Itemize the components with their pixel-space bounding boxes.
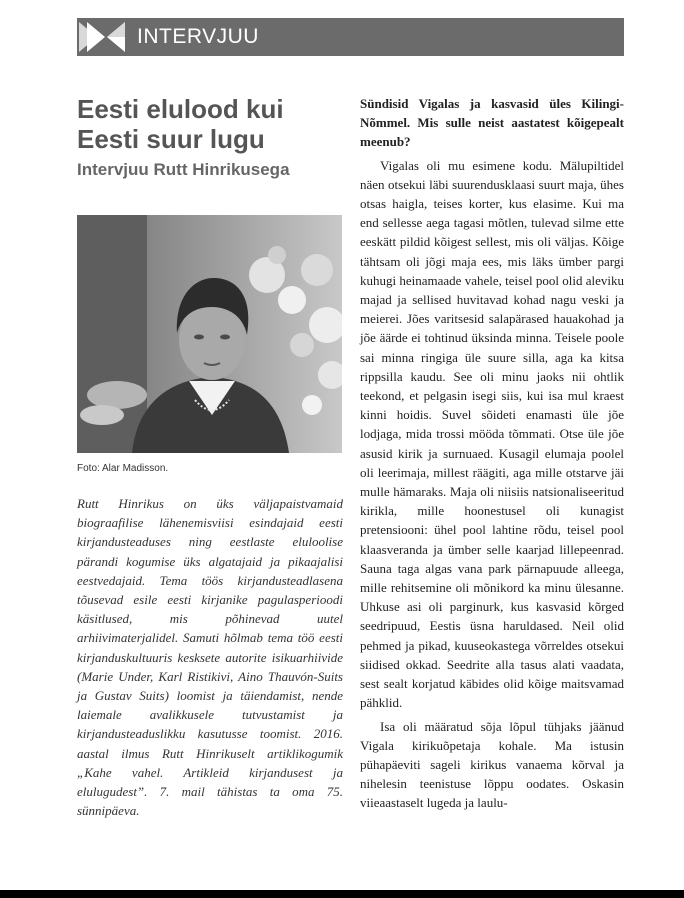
answer-paragraph: Isa oli määratud sõja lõpul tühjaks jäänud Vigala kirikuõpetaja kohale. Ma istusin pühapäeviti sageli kirikus vanaema kõrval ja nihelesin teenistuse lõppu oodates. Oskasin viieaastaselt lugeda ja laulu- bbox=[360, 718, 624, 811]
article-title: Eesti elulood kui Eesti suur lugu bbox=[77, 94, 284, 154]
magazine-logo-icon bbox=[77, 18, 127, 56]
article-subtitle: Intervjuu Rutt Hinrikusega bbox=[77, 160, 290, 179]
section-header-bar bbox=[77, 18, 624, 56]
answer-paragraph: Vigalas oli mu esimene kodu. Mälupiltidel näen otsekui läbi suurendusklaasi suurt maja, ühes otsas haigla, teises korter, kus elasime. Kui ma end sellesse aega tagasi mõtlen, tulevad silme ette eeskätt pildid kõigest sellest, mis oli väljas. Kõige tähtsam oli jõgi maja ees, mis läks ümber pargi kuhugi heinamaade vahele, teisel pool olid aleviku majad ja sellised huvitavad kohad nagu veski ja meierei. Jões varitsesid salapärased hauakohad ja jõe äärde ei tohtinud üksinda minna. Teisele poole sai minna ringiga üle suure silla, aga ka kitsa rippsilla kaudu. See oli minu jaoks nii ohtlik teekond, et pelgasin isegi siis, kui isa mul kraest kinni hoidis. Suvel sõideti enamasti üle jõe lodjaga, mida trossi mööda tõmmati. Otse üle jõe asusid kirik ja surnuaed. Kusagil elumaja poolel oli leerimaja, millest räägiti, aga mille otstarve jäi mulle hämaraks. Maja oli niisiis natsionaliseeritud kirikla, mille hoonestusel oli kunagist pretensiooni: ühel pool lahtine rõdu, teisel pool klaasveranda ja ümber selle kaarjad lillepeenrad. Sauna taga algas vana park pärnapuude alleega, mille rehitsemine oli mõnikord ka minu ülesanne. Uhkuse asi oli parginurk, kus kasvasid kõrged seedripuud, Eestis üsna haruldased. Neil olid pehmed ja pikad, kuuseokastega võrreldes otsekui siidised okkad. Seedrite alla tasus alati vaadata, sest sealt korjatud käbides olid kõige maitsvamad pähklid. bbox=[360, 157, 624, 711]
photo-caption: Foto: Alar Madisson. bbox=[77, 463, 169, 474]
article-lead: Rutt Hinrikus on üks väljapaistvamaid biograafilise lähenemisviisi esindajaid eesti kirjandusteaduses ning eestlaste eluloolise pärandi kogumise üks algatajaid ja pikaajalisi eestvedajaid. Tema töös kirjandusteadlasena tõusevad esile eesti kirjanike pagulasperioodi käsitlused, mis põhinevad uutel arhiivimaterjalidel. Samuti hõlmab tema töö eesti kirjanduskultuuris kesksete autorite isikuarhiivide (Marie Under, Karl Ristikivi, Aino Thauvón-Suits ja Gustav Suits) loomist ja täiendamist, nende laiemale avalikkusele tutvustamist ja kirjandusteaduslikku kasutusse toomist. 2016. aastal ilmus Rutt Hinrikuselt artiklikogumik „Kahe vahel. Artikleid kirjandusest ja elulugudest”. 7. mail tähistas ta oma 75. sünnipäeva. bbox=[77, 496, 343, 819]
portrait-illustration bbox=[77, 215, 342, 453]
page-bottom-rule bbox=[0, 890, 684, 898]
interview-question: Sündisid Vigalas ja kasvasid üles Kilingi-Nõmmel. Mis sulle neist aastatest kõigepealt meenub? bbox=[360, 96, 624, 150]
section-label: INTERVJUU bbox=[137, 25, 259, 48]
portrait-photo bbox=[77, 215, 342, 453]
interview-column bbox=[360, 94, 624, 817]
